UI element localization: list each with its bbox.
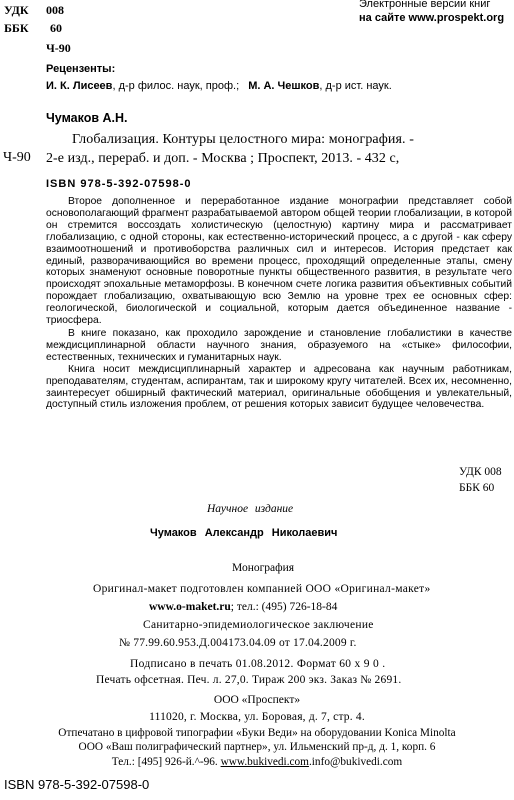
reviewers-title: Рецензенты:	[46, 63, 116, 75]
reviewer2-desc: , д-р ист. наук.	[319, 80, 392, 92]
edition-type: Научное издание	[207, 503, 294, 515]
reviewer2-name: М. А. Чешков	[248, 80, 320, 92]
udk-value: 008	[46, 3, 64, 17]
biblio-code: Ч-90	[3, 150, 31, 165]
printer-address: ООО «Ваш полиграфический партнер», ул. Ильменский пр-д, д. 1, корп. 6	[78, 741, 436, 753]
bbk-label: ББК	[4, 21, 29, 35]
right-bbk: ББК 60	[459, 482, 495, 494]
printer-contacts	[0, 756, 514, 768]
biblio-author: Чумаков А.Н.	[46, 111, 128, 125]
annotation-paragraph-2: В книге показано, как проходило зарождение и становление глобалистики в качестве междисциплинарной области научного знания, образуемого на «стыке» философии, естественных, технических и гуманитарных наук.	[46, 327, 512, 363]
layout-line: Оригинал-макет подготовлен компанией ООО «Оригинал-макет»	[93, 583, 431, 595]
signed-to-print: Подписано в печать 01.08.2012. Формат 60 x 9 0 .	[130, 658, 386, 670]
ebooks-line1: Электронные версии книг	[359, 0, 491, 10]
annotation-paragraph-3: Книга носит междисциплинарный характер и адресована как научным работникам, преподавателям, студентам, аспирантам, так и широкому кругу читателей. Всех их, несомненно, заинтересует обширный фактический материал, оригинальные обобщения и увлекательный, доступный стиль изложения проблем, от решения которых зависит будущее человечества.	[46, 363, 512, 411]
printer-site-link[interactable]: www.bukivedi.com	[220, 756, 309, 768]
biblio-line2: 2-е изд., перераб. и доп. - Москва ; Проспект, 2013. - 432 с,	[46, 151, 400, 166]
udk-label: УДК	[4, 3, 29, 17]
author-code-top: Ч-90	[46, 41, 71, 55]
reviewer1-name: И. К. Лисеев	[46, 80, 113, 92]
footer-isbn: ISBN 978-5-392-07598-0	[4, 777, 150, 792]
reviewers-line	[46, 80, 392, 92]
reviewer1-desc: , д-р филос. наук, проф.;	[112, 80, 240, 92]
publisher-name: ООО «Проспект»	[213, 694, 301, 706]
biblio-line1: Глобализация. Контуры целостного мира: монография. -	[72, 132, 414, 147]
maker-contacts	[149, 601, 337, 613]
printed-at: Отпечатано в цифровой типографии «Буки Веди» на оборудовании Konica Minolta	[58, 727, 456, 739]
publisher-address: 111020, г. Москва, ул. Боровая, д. 7, стр. 4.	[149, 711, 365, 723]
maker-site-link[interactable]: www.o-maket.ru	[149, 601, 231, 613]
right-udk: УДК 008	[459, 466, 502, 478]
print-info: Печать офсетная. Печ. л. 27,0. Тираж 200 экз. Заказ № 2691.	[96, 674, 402, 686]
printer-phone: Тел.: [495] 926-й.^-96.	[111, 756, 218, 768]
sanitary-number: № 77.99.60.953.Д.004173.04.09 от 17.04.2009 г.	[119, 637, 357, 649]
edition-genre: Монография	[232, 562, 295, 574]
maker-phone: ; тел.: (495) 726-18-84	[230, 601, 338, 613]
sanitary-title: Санитарно-эпидемиологическое заключение	[143, 619, 374, 631]
annotation	[46, 196, 512, 411]
bbk-value: 60	[50, 21, 62, 35]
biblio-isbn: ISBN 978-5-392-07598-0	[46, 178, 192, 190]
printer-email[interactable]: .info@bukivedi.com	[308, 756, 403, 768]
ebooks-line2: на сайте www.prospekt.org	[359, 12, 505, 24]
annotation-paragraph-1: Второе дополненное и переработанное издание монографии представляет собой основополагающий фрагмент разрабатываемой автором общей теории глобализации, в которой он стремится воссоздать холистическую (целостную) картину мира и рассматривает глобализацию, с одной стороны, как естественно-исторический процесс, а с другой - как сферу взаимоотношений и противоборства различных сил и интересов. История предстает как единый, разворачивающийся во времени процесс, проходящий определенные этапы, смену которых знаменуют основные поворотные пункты общественного развития, в результате чего происходят эпохальные метаморфозы. В конечном счете логика развития объективных событий порождает глобализацию, охватывающую всю Землю на уровне трех ее основных сфер: геологической, биологической и социальной, которым дается объединенное название - триосфера.	[46, 196, 512, 327]
author-full-name: Чумаков Александр Николаевич	[150, 527, 338, 539]
